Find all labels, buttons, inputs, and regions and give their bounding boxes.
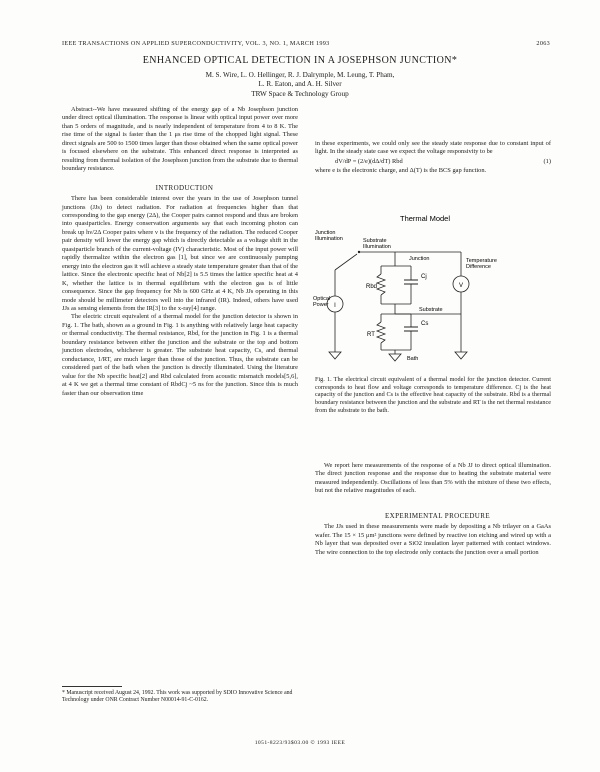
- bath-ground-icon: [389, 354, 401, 361]
- thermal-model-figure: [311, 212, 549, 370]
- authors-line-1: M. S. Wire, L. O. Hellinger, R. J. Dalrymple, M. Leung, T. Pham,: [205, 71, 395, 79]
- footnote-text: * Manuscript received August 24, 1992. This work was supported by SDIO Innovative Science and Technology under ONR Contract Number N00014-91-C-0162.: [62, 690, 293, 704]
- equation-number: (1): [543, 157, 551, 165]
- intro-paragraph-1: There has been considerable interest over the years in the use of Josephson tunnel junctions (JJs) to detect radiation. For radiation at frequencies higher than that corresponding to the gap energy (2Δ), the Cooper pairs cannot respond and thus are broken into quasiparticles. Energy conservation arguments say that each incoming photon can break up hν/2Δ Cooper pairs where ν is the frequency of the radiation. The reduced Cooper pair density will lower the energy gap which is directly detectable as a voltage shift in the quasiparticle branch of the current-voltage (IV) characteristic. Most of the input power will rapidly thermalize within the electron gas [1], but since we are continuously pumping energy into the electron gas it will achieve a steady state temperature greater than that of the lattice. Since the electronic specific heat of Nb[2] is 5.5 times the lattice specific heat at 4 K, whether the lattice is in thermal equilibrium with the electron gas is of little consequence. Since the gap frequency for Nb is 600 GHz at 4 K, Nb JJs operating in this mode should be millimeter detectors well into the infrared (IR). Indeed, others have used JJs as sensing elements from the IR[3] to the x-ray[4] range.: [62, 195, 298, 312]
- equation-block: [315, 158, 551, 166]
- label-optical-power: Optical Power: [313, 296, 331, 308]
- label-junction-illumination: Junction Illumination: [315, 230, 343, 242]
- switch-arm: [335, 254, 357, 270]
- running-header: [62, 40, 550, 47]
- equation: dV/dP = (2/e)(dΔ/dT) Rbd: [335, 157, 403, 165]
- rbd-resistor-icon: [377, 274, 385, 295]
- right-column-bottom: [315, 462, 551, 557]
- experimental-heading: EXPERIMENTAL PROCEDURE: [384, 511, 490, 520]
- left-column: [62, 106, 298, 398]
- source-ground-icon: [329, 352, 341, 359]
- label-bath: Bath: [407, 356, 419, 362]
- label-cj: Cj: [421, 274, 427, 280]
- label-rbd: Rbd: [366, 284, 378, 290]
- intro-heading: INTRODUCTION: [155, 183, 214, 192]
- experimental-paragraph-1: The JJs used in these measurements were made by depositing a Nb trilayer on a GaAs wafer. The 15 × 15 μm² junctions were defined by reactive ion etching and wired up with a Nb layer that was deposited over a SiO2 insulation layer patterned with contact windows. The wire connection to the top electrode only contacts the junction over a small portion: [315, 523, 551, 556]
- figure-title: Thermal Model: [399, 214, 451, 223]
- label-substrate-illumination: Substrate Illumination: [363, 238, 391, 250]
- journal-name: IEEE TRANSACTIONS ON APPLIED SUPERCONDUCTIVITY, VOL. 3, NO. 1, MARCH 1993: [62, 40, 330, 47]
- voltmeter-ground-icon: [455, 352, 467, 359]
- footnote-rule: [62, 686, 122, 687]
- current-source-label: I: [334, 303, 336, 309]
- label-cs: Cs: [421, 321, 429, 327]
- copyright-line: 1051-8223/93$03.00 © 1993 IEEE: [254, 740, 346, 746]
- paper-title: ENHANCED OPTICAL DETECTION IN A JOSEPHSON JUNCTION*: [142, 55, 458, 66]
- right-paragraph-3: We report here measurements of the response of a Nb JJ to direct optical illumination. The direct junction response and the response due to heating the substrate material were measured independently. Oscillations of less than 5% with the mixture of these two effects, but not the relative magnitudes of each.: [315, 462, 551, 495]
- label-temperature-difference: Temperature Difference: [466, 258, 497, 270]
- label-substrate: Substrate: [419, 307, 443, 313]
- affiliation: TRW Space & Technology Group: [251, 89, 349, 98]
- voltmeter-label: V: [458, 283, 464, 289]
- label-junction: Junction: [409, 256, 430, 262]
- label-rt: RT: [367, 332, 375, 338]
- authors-line-2: L. R. Eaton, and A. H. Silver: [258, 80, 342, 89]
- author-block: [0, 71, 600, 99]
- right-paragraph-1: in these experiments, we could only see the steady state response due to constant input of light. In the steady state case we expect the voltage responsivity to be: [315, 140, 551, 156]
- right-paragraph-2: where e is the electronic charge, and Δ(T) is the BCS gap function.: [315, 167, 487, 175]
- right-column-top: [315, 140, 551, 176]
- abstract: Abstract--We have measured shifting of the energy gap of a Nb Josephson junction under direct optical illumination. The response is linear with optical input power over more than 5 orders of magnitude, and is nearly independent of temperature from 4 to 8 K. The rise time of the signal is faster than the 1 μs rise time of the chopped light signal. These direct signals are 500 to 1500 times larger than those obtained when the same optical power is focused elsewhere on the substrate. This enhanced direct response is interpreted as resulting from thermal isolation of the Josephson junction from the substrate due to thermal boundary resistance.: [62, 106, 298, 173]
- intro-paragraph-2: The electric circuit equivalent of a thermal model for the junction detector is shown in Fig. 1. The bath, shown as a ground in Fig. 1 is anything with relatively large heat capacity or thermal conductivity. The thermal resistance, Rbd, for the junction in Fig. 1 is a thermal boundary resistance between either the junction and the substrate or the top and bottom junction electrodes, whichever is greater. The substrate heat capacity, Cs, and thermal conductance, 1/RT, are much larger than those of the junction. Thus, the substrate can be considered part of the bath when the junction is directly illuminated. Using the literature value for the Nb specific heat[2] and Rbd calculated from acoustic mismatch models[5,6], at 4 K we get a thermal time constant of RbdCj ~5 ns for the junction. Since this is much faster than our observation time: [62, 313, 298, 397]
- figure-caption: Fig. 1. The electrical circuit equivalent of a thermal model for the junction detector. Current corresponds to heat flow and voltage corresponds to temperature difference. Cj is the heat capacity of the junction and Cs is the effective heat capacity of the substrate. Rbd is a thermal boundary resistance between the junction and the substrate and RT is the net thermal resistance from the substrate to the bath.: [315, 376, 551, 414]
- page-number: 2063: [536, 40, 550, 47]
- footnote: [62, 686, 298, 705]
- rt-resistor-icon: [377, 322, 385, 343]
